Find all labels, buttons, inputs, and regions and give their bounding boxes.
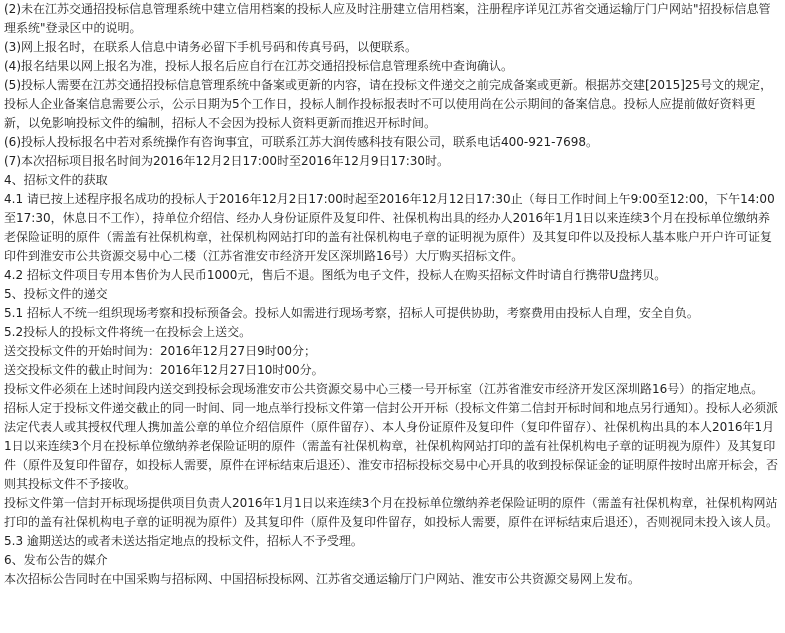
publication-media: 本次招标公告同时在中国采购与招标网、中国招标投标网、江苏省交通运输厅门户网站、淮安市公共资源交易网上发布。: [4, 572, 641, 586]
submission-location: 投标文件必须在上述时间段内送交到投标会现场淮安市公共资源交易中心三楼一号开标室（江苏省淮安市经济开发区深圳路16号）的指定地点。: [4, 382, 764, 396]
submission-start-time: 送交投标文件的开始时间为：2016年12月27日9时00分；: [4, 344, 316, 358]
section-6-heading: 6、发布公告的媒介: [4, 553, 108, 567]
announcement-document: [4, 0, 779, 589]
item-4-registration-result: (4)报名结果以网上报名为准，投标人报名后应自行在江苏交通招投标信息管理系统中查询确认。: [4, 59, 514, 73]
item-3-contact-info: (3)网上报名时，在联系人信息中请务必留下手机号码和传真号码，以便联系。: [4, 40, 418, 54]
section-5-1-site-visit: 5.1 招标人不统一组织现场考察和投标预备会。投标人如需进行现场考察，招标人可提供协助，考察费用由投标人自理，安全自负。: [4, 306, 699, 320]
item-6-system-consultation: (6)投标人投标报名中若对系统操作有咨询事宜，可联系江苏大润传感科技有限公司，联系电话400-921-7698。: [4, 135, 599, 149]
section-5-2-submission: 5.2投标人的投标文件将统一在投标会上送交。: [4, 325, 252, 339]
first-envelope-requirements: 投标文件第一信封开标现场提供项目负责人2016年1月1日以来连续3个月在投标单位缴纳养老保险证明的原件（需盖有社保机构章，社保机构网站打印的盖有社保机构电子章的证明视为原件）及其复印件（原件及复印件留存，如投标人需要，原件在评标结束后退还），否则视同未投入该人员。: [4, 496, 779, 529]
item-5-record-update: (5)投标人需要在江苏交通招投标信息管理系统中备案或更新的内容，请在投标文件递交之前完成备案或更新。根据苏交建[2015]25号文的规定，投标人企业备案信息需要公示，公示日期为5个工作日，投标人制作投标报表时不可以使用尚在公示期间的备案信息。投标人应提前做好资料更新，以免影响投标文件的编制，招标人不会因为投标人资料更新而推迟开标时间。: [4, 78, 773, 130]
item-2-credit-file-registration: (2)未在江苏交通招投标信息管理系统中建立信用档案的投标人应及时注册建立信用档案，注册程序详见江苏省交通运输厅门户网站"招投标信息管理系统"登录区中的说明。: [4, 2, 771, 35]
section-5-3-late-submission: 5.3 逾期送达的或者未送达指定地点的投标文件，招标人不予受理。: [4, 534, 363, 548]
item-7-registration-period: (7)本次招标项目报名时间为2016年12月2日17:00时至2016年12月9日17:30时。: [4, 154, 450, 168]
section-4-2-price: 4.2 招标文件项目专用本售价为人民币1000元，售后不退。图纸为电子文件，投标人在购买招标文件时请自行携带U盘拷贝。: [4, 268, 667, 282]
bid-opening-requirements: 招标人定于投标文件递交截止的同一时间、同一地点举行投标文件第一信封公开开标（投标文件第二信封开标时间和地点另行通知）。投标人必须派法定代表人或其授权代理人携加盖公章的单位介绍信原件（原件留存）、本人身份证原件及复印件（复印件留存）、社保机构出具的本人2016年1月1日以来连续3个月在投标单位缴纳养老保险证明的原件（需盖有社保机构章，社保机构网站打印的盖有社保机构电子章的证明视为原件）及其复印件（原件及复印件留存，如投标人需要，原件在评标结束后退还）、淮安市招标投标交易中心开具的收到投标保证金的证明原件按时出席开标会，否则其投标文件不予接收。: [4, 401, 779, 491]
section-4-heading: 4、招标文件的获取: [4, 173, 108, 187]
submission-deadline: 送交投标文件的截止时间为：2016年12月27日10时00分。: [4, 363, 324, 377]
section-4-1-obtaining-documents: 4.1 请已按上述程序报名成功的投标人于2016年12月2日17:00时起至2016年12月12日17:30止（每日工作时间上午9:00至12:00，下午14:00至17:30，休息日不工作），持单位介绍信、经办人身份证原件及复印件、社保机构出具的经办人2016年1月1日以来连续3个月在投标单位缴纳养老保险证明的原件（需盖有社保机构章，社保机构网站打印的盖有社保机构电子章的证明视为原件）及其复印件以及投标人基本账户开户许可证复印件到淮安市公共资源交易中心二楼（江苏省淮安市经济开发区深圳路16号）大厅购买招标文件。: [4, 192, 775, 263]
section-5-heading: 5、投标文件的递交: [4, 287, 108, 301]
